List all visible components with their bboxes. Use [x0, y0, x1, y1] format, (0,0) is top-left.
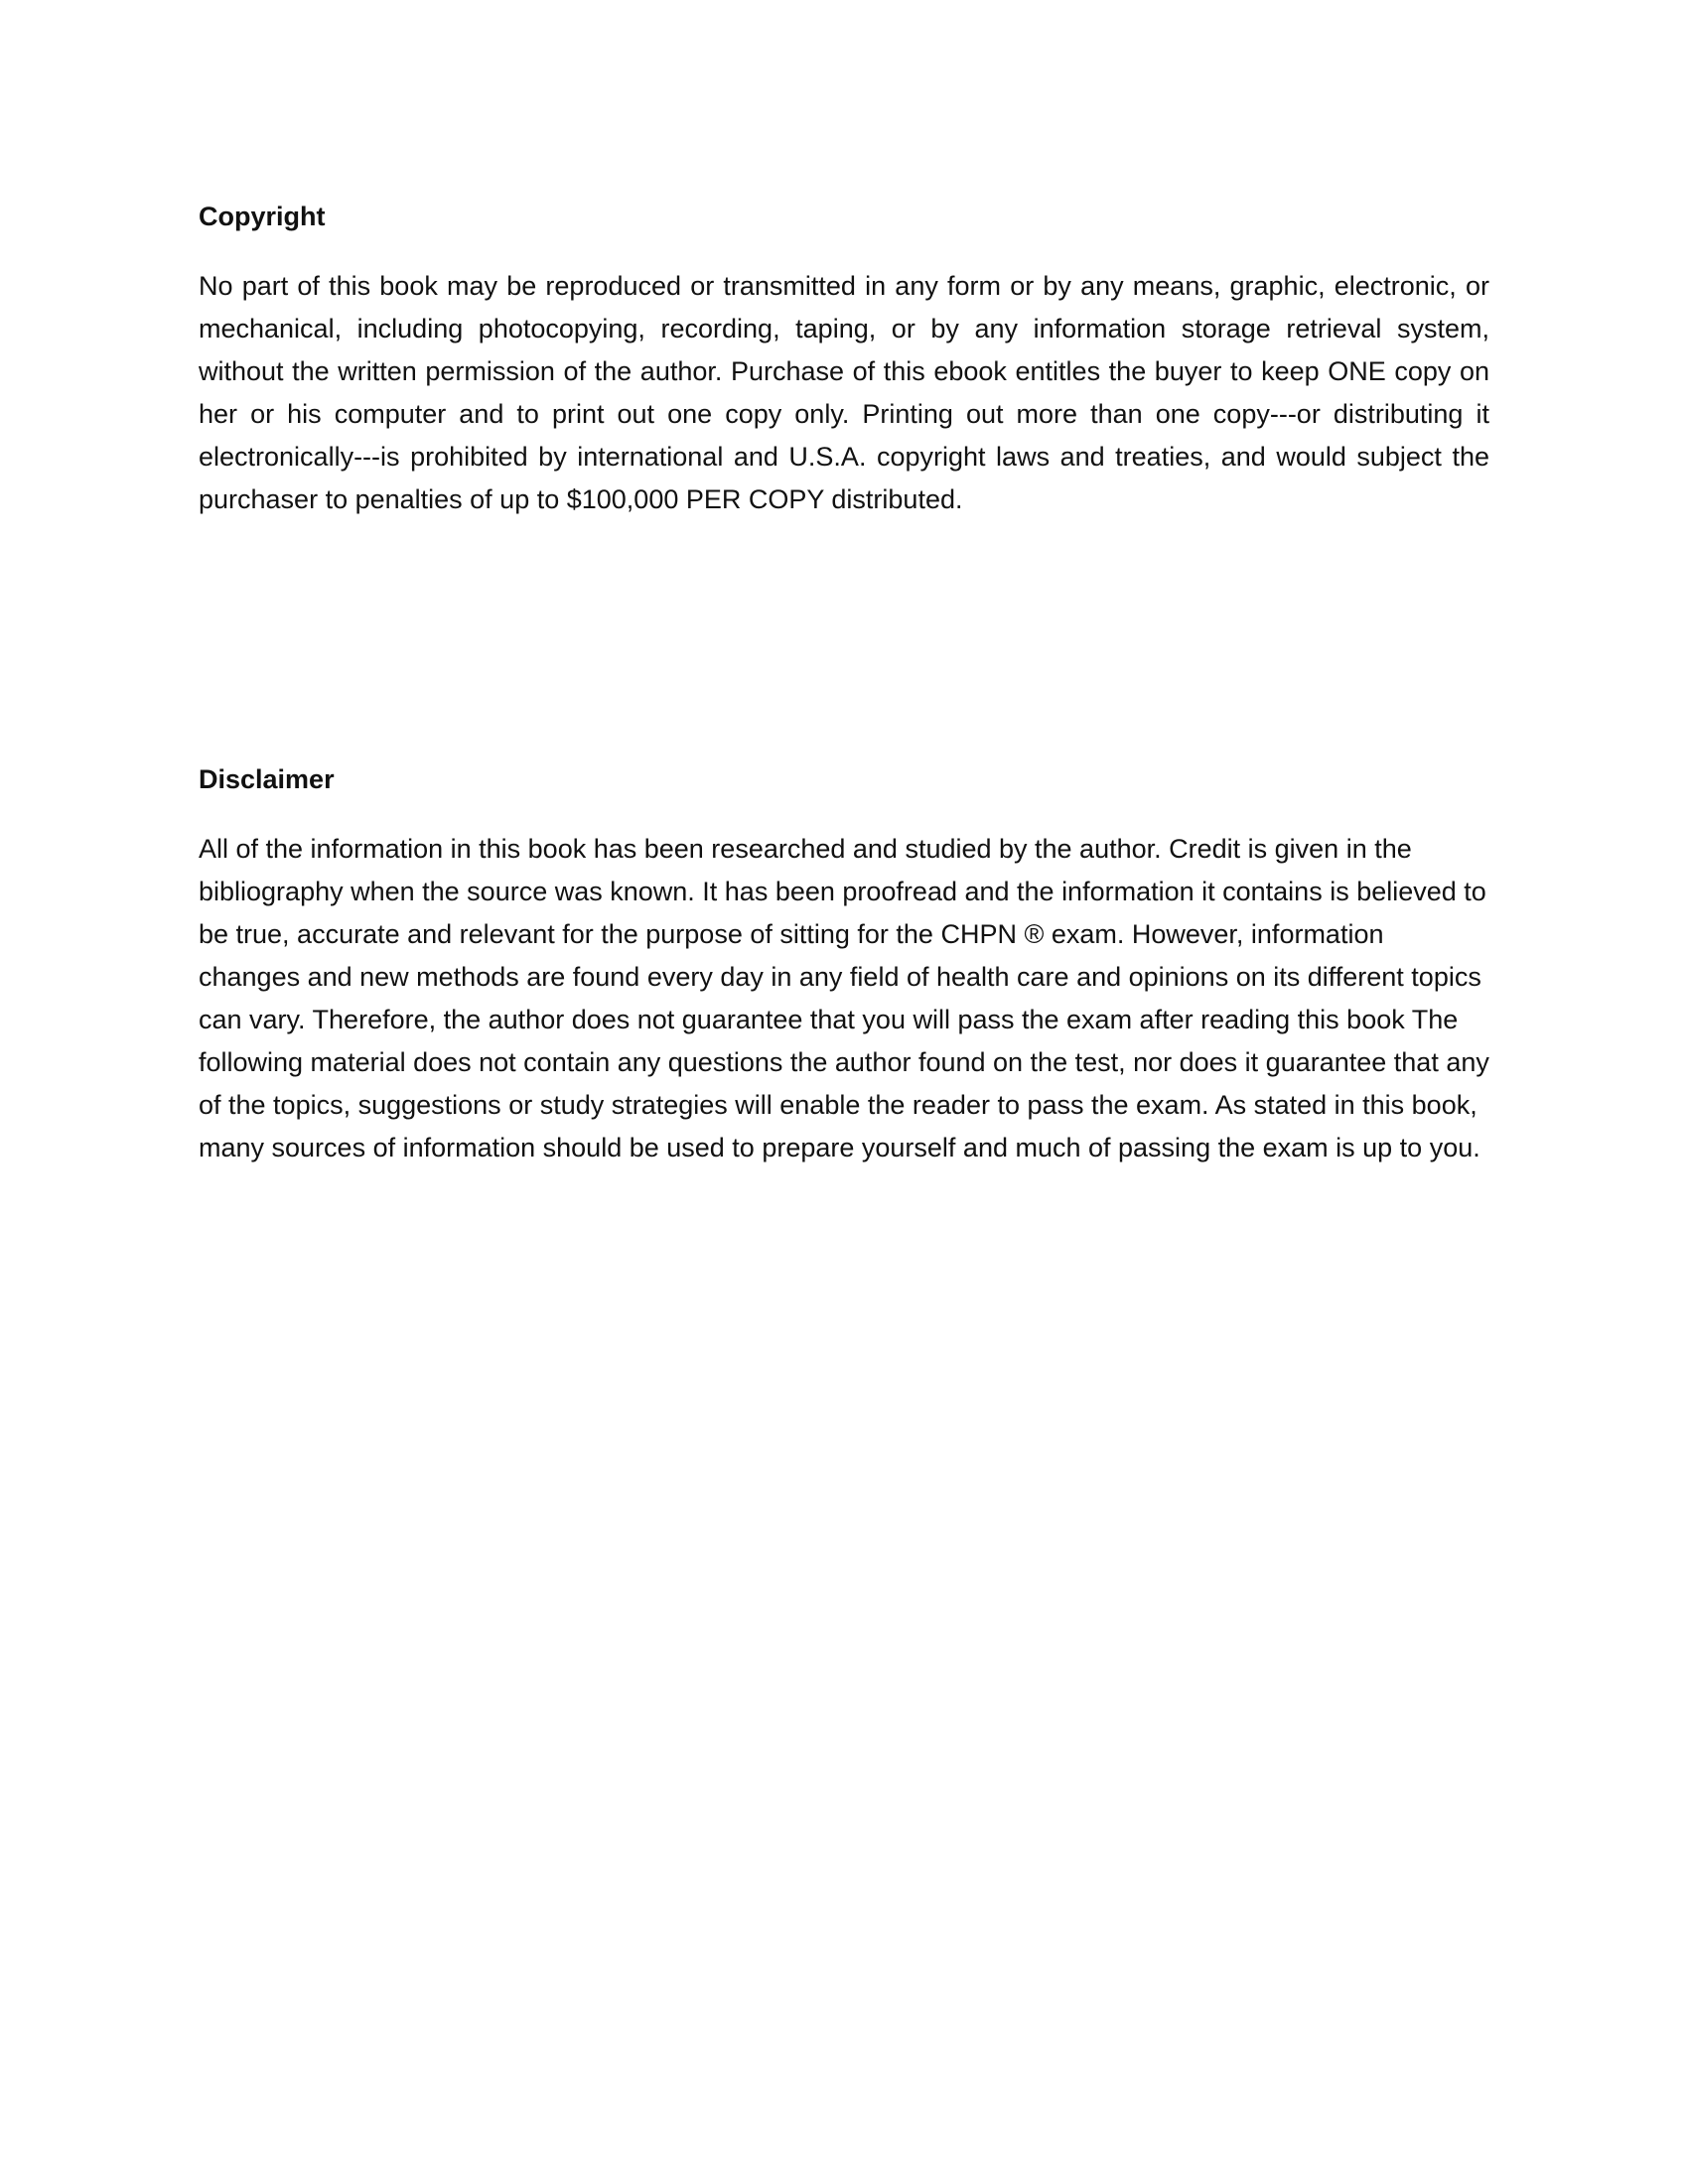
disclaimer-heading: Disclaimer — [199, 764, 335, 794]
copyright-heading: Copyright — [199, 202, 326, 231]
disclaimer-body: All of the information in this book has been researched and studied by the author. Credit is given in the bibliography when the source was known. It has been proofread and the information it contains is believed to be true, accurate and relevant for the purpose of sitting for the CHPN ® exam. However, information changes and new methods are found every day in any field of health care and opinions on its different topics can vary. Therefore, the author does not guarantee that you will pass the exam after reading this book The following material does not contain any questions the author found on the test, nor does it guarantee that any of the topics, suggestions or study strategies will enable the reader to pass the exam. As stated in this book, many sources of information should be used to prepare yourself and much of passing the exam is up to you. — [199, 834, 1489, 1162]
copyright-body: No part of this book may be reproduced or transmitted in any form or by any means, graphic, electronic, or mechanical, including photocopying, recording, taping, or by any information storage retrieval system, without the written permission of the author. Purchase of this ebook entitles the buyer to keep ONE copy on her or his computer and to print out one copy only. Printing out more than one copy---or distributing it electronically---is prohibited by international and U.S.A. copyright laws and treaties, and would subject the purchaser to penalties of up to $100,000 PER COPY distributed. — [199, 271, 1489, 514]
